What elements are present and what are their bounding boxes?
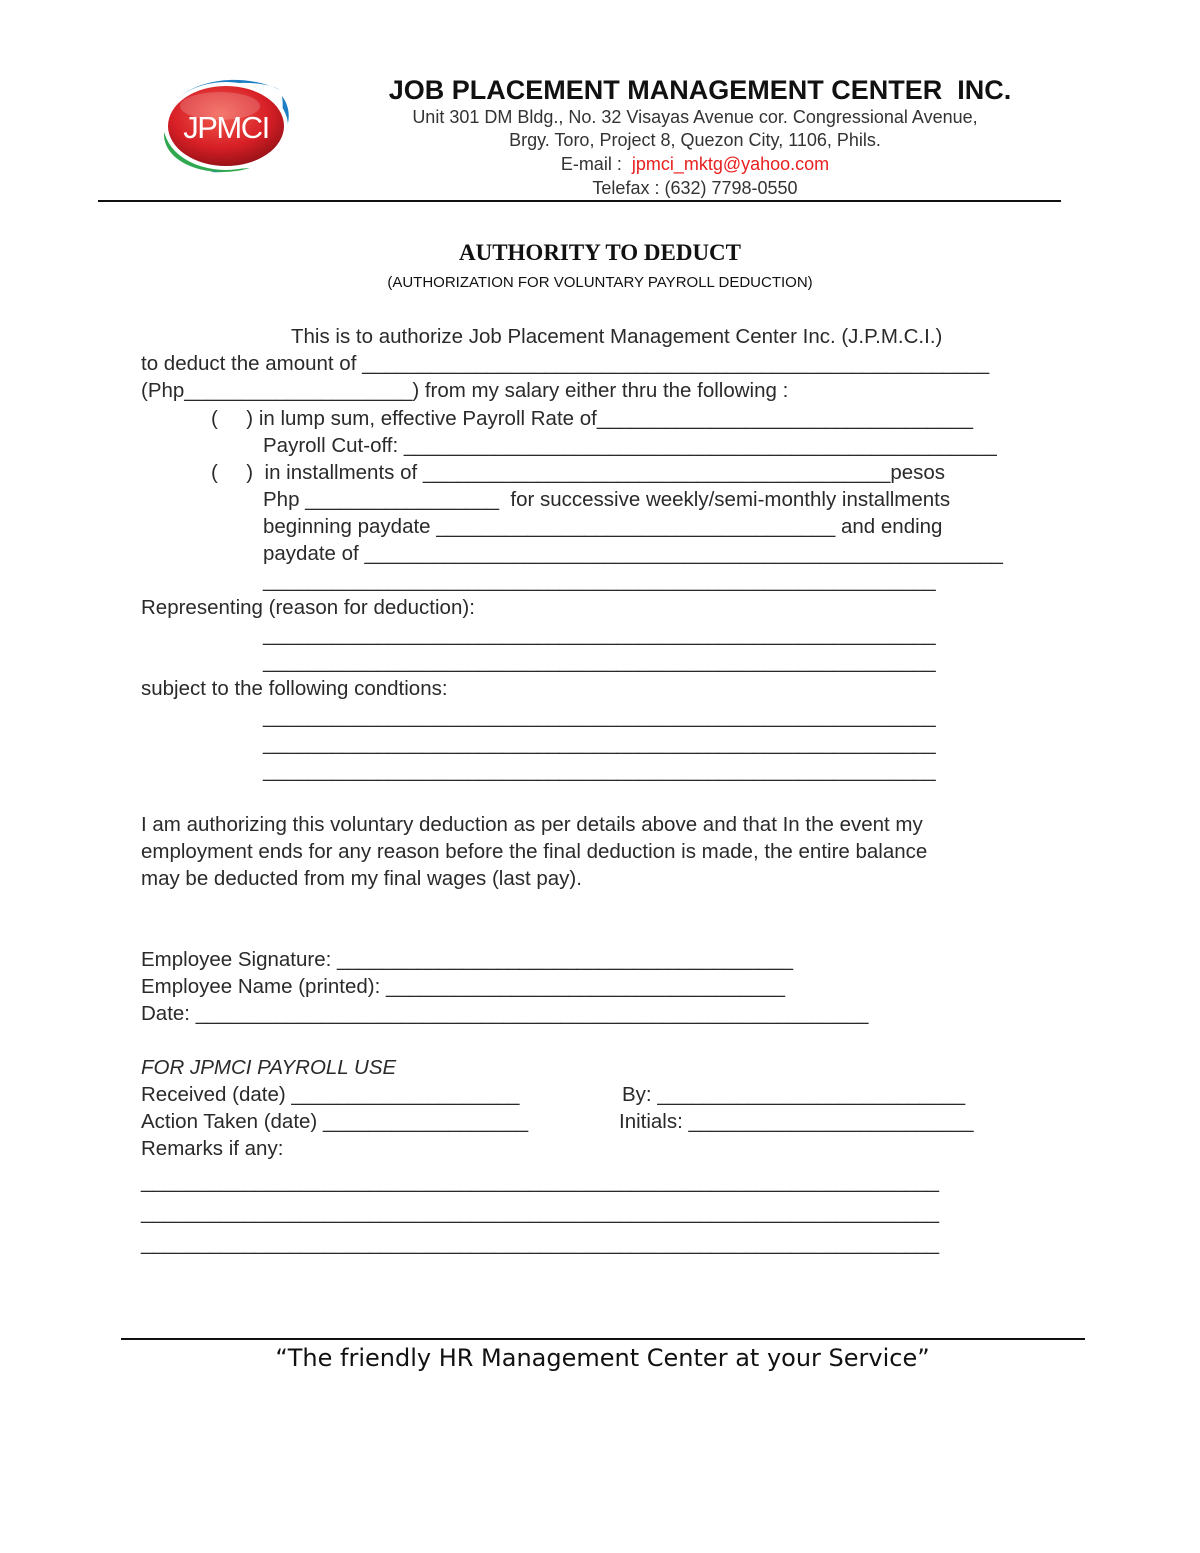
telefax: Telefax : (632) 7798-0550	[592, 178, 798, 198]
reason-line: ___________________________________________________________	[263, 623, 936, 646]
by-line: By: ___________________________	[622, 1083, 966, 1106]
received-date-line: Received (date) ____________________	[141, 1083, 520, 1106]
form-subtitle: (AUTHORIZATION FOR VOLUNTARY PAYROLL DEDUCTION)	[387, 274, 813, 291]
authorization-text-line-1: I am authorizing this voluntary deduction as per details above and that In the event my	[141, 813, 923, 836]
deduct-amount-line: to deduct the amount of _______________________________________________________	[141, 352, 990, 375]
footer-tagline: “The friendly HR Management Center at your Service”	[275, 1344, 930, 1372]
authorization-text-line-2: employment ends for any reason before the final deduction is made, the entire balance	[141, 840, 928, 863]
employee-signature-line: Employee Signature: ________________________________________	[141, 948, 794, 971]
reason-line: ___________________________________________________________	[263, 650, 936, 673]
email-label: E-mail :	[560, 154, 632, 174]
footer-divider	[121, 1338, 1085, 1340]
date-line: Date: ___________________________________________________________	[141, 1002, 869, 1025]
company-name: JOB PLACEMENT MANAGEMENT CENTER INC.	[388, 75, 1012, 105]
payroll-cutoff-line: Payroll Cut-off: ____________________________________________________	[263, 434, 997, 457]
authorization-text-line-3: may be deducted from my final wages (last pay).	[141, 867, 582, 890]
email-link[interactable]: jpmci_mktg@yahoo.com	[631, 154, 830, 174]
installments-option: ( ) in installments of _________________________________________pesos	[211, 461, 946, 484]
paydate-of-line: paydate of ________________________________________________________	[263, 542, 1003, 565]
address-line-1: Unit 301 DM Bldg., No. 32 Visayas Avenue cor. Congressional Avenue,	[412, 107, 978, 127]
intro-text: This is to authorize Job Placement Management Center Inc. (J.P.M.C.I.)	[291, 325, 943, 348]
php-installments-line: Php _________________ for successive weekly/semi-monthly installments	[263, 488, 951, 511]
beginning-paydate-line: beginning paydate ___________________________________ and ending	[263, 515, 943, 538]
email-line	[320, 154, 1070, 175]
jpmci-logo	[150, 68, 300, 178]
form-title: AUTHORITY TO DEDUCT	[458, 240, 742, 265]
condition-line: ___________________________________________________________	[263, 705, 936, 728]
remarks-line: ______________________________________________________________________	[141, 1201, 940, 1224]
php-amount-line: (Php____________________) from my salary either thru the following :	[141, 379, 789, 402]
representing-label: Representing (reason for deduction):	[141, 596, 475, 619]
remarks-label: Remarks if any:	[141, 1137, 284, 1160]
remarks-line: ______________________________________________________________________	[141, 1232, 940, 1255]
condition-line: ___________________________________________________________	[263, 732, 936, 755]
lump-sum-option: ( ) in lump sum, effective Payroll Rate of_________________________________	[211, 407, 974, 430]
action-taken-line: Action Taken (date) __________________	[141, 1110, 529, 1133]
employee-name-line: Employee Name (printed): ___________________________________	[141, 975, 785, 998]
address-line-2: Brgy. Toro, Project 8, Quezon City, 1106, Phils.	[509, 130, 881, 150]
logo-text: JPMCI	[183, 110, 269, 145]
remarks-line: ______________________________________________________________________	[141, 1170, 940, 1193]
header-divider	[98, 200, 1061, 202]
condition-line: ___________________________________________________________	[263, 759, 936, 782]
initials-line: Initials: _________________________	[619, 1110, 974, 1133]
payroll-use-heading: FOR JPMCI PAYROLL USE	[141, 1056, 397, 1079]
conditions-label: subject to the following condtions:	[141, 677, 448, 700]
blank-line: ___________________________________________________________	[263, 569, 936, 592]
